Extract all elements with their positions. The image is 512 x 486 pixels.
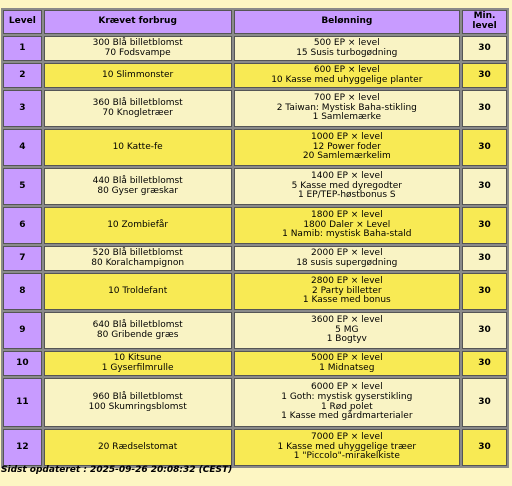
reward-item: 1 Namib: mystisk Baha-stald	[282, 229, 412, 240]
header-required: Krævet forbrug	[44, 10, 232, 34]
header-min-level: Min. level	[462, 10, 507, 34]
cell-reward	[234, 129, 461, 166]
reward-item: 2 Taiwan: Mystisk Baha-stikling	[276, 102, 417, 113]
required-item: 100 Skumringsblomst	[88, 401, 187, 412]
last-updated-text: Sidst opdateret : 2025-09-26 20:08:32 (CEST)	[1, 465, 233, 475]
cell-level: 5	[3, 168, 42, 205]
reward-item: 1 "Piccolo"-mirakelkiste	[293, 451, 400, 462]
cell-required	[44, 168, 232, 205]
reward-item: 1 Samlemærke	[312, 112, 381, 123]
reward-item: 5 MG	[335, 324, 359, 335]
cell-min-level: 30	[462, 90, 507, 127]
cell-required	[44, 273, 232, 310]
reward-item: 700 EP × level	[313, 93, 380, 104]
reward-item: 1000 EP × level	[311, 132, 383, 143]
cell-required	[44, 378, 232, 427]
required-item: 440 Blå billetblomst	[92, 175, 183, 186]
reward-item: 5 Kasse med dyregodter	[291, 180, 402, 191]
cell-min-level: 30	[462, 378, 507, 427]
reward-item: 600 EP × level	[313, 64, 380, 75]
required-item: 70 Knogletræer	[102, 107, 173, 118]
header-level: Level	[3, 10, 42, 34]
cell-required	[44, 63, 232, 88]
reward-item: 7000 EP × level	[311, 432, 383, 443]
reward-item: 1 Rød polet	[320, 401, 373, 412]
reward-item: 3600 EP × level	[311, 315, 383, 326]
cell-level: 7	[3, 246, 42, 271]
table-row	[3, 207, 507, 244]
cell-min-level: 30	[462, 429, 507, 466]
reward-item: 1400 EP × level	[311, 171, 383, 182]
reward-item: 1 Kasse med gårdmarterialer	[281, 411, 413, 422]
required-item: 80 Gribende græs	[96, 329, 179, 340]
cell-level: 6	[3, 207, 42, 244]
cell-min-level: 30	[462, 273, 507, 310]
table-row	[3, 129, 507, 166]
required-item: 80 Gyser græskar	[97, 185, 178, 196]
required-item: 10 Zombiefår	[107, 219, 169, 230]
reward-item: 1800 EP × level	[311, 210, 383, 221]
cell-level: 4	[3, 129, 42, 166]
cell-required	[44, 312, 232, 349]
cell-level: 8	[3, 273, 42, 310]
cell-required	[44, 90, 232, 127]
reward-item: 1 Goth: mystisk gyserstikling	[281, 391, 413, 402]
reward-item: 20 Samlemærkelim	[302, 151, 391, 162]
reward-item: 15 Susis turbogødning	[296, 47, 398, 58]
required-item: 20 Rædselstomat	[97, 441, 178, 452]
table-row	[3, 351, 507, 376]
table-row	[3, 378, 507, 427]
required-item: 960 Blå billetblomst	[92, 391, 183, 402]
required-item: 10 Troldefant	[108, 285, 168, 296]
cell-reward	[234, 90, 461, 127]
header-reward: Belønning	[234, 10, 461, 34]
cell-reward	[234, 63, 461, 88]
reward-item: 2 Party billetter	[312, 285, 382, 296]
cell-reward	[234, 429, 461, 466]
cell-reward	[234, 378, 461, 427]
table-row	[3, 273, 507, 310]
required-item: 360 Blå billetblomst	[92, 97, 183, 108]
cell-min-level: 30	[462, 351, 507, 376]
reward-item: 1 Midnatseg	[319, 362, 375, 373]
cell-reward	[234, 36, 461, 61]
reward-item: 1 Bogtyv	[326, 334, 367, 345]
cell-min-level: 30	[462, 312, 507, 349]
reward-item: 6000 EP × level	[311, 382, 383, 393]
cell-level: 12	[3, 429, 42, 466]
cell-min-level: 30	[462, 207, 507, 244]
reward-item: 500 EP × level	[313, 37, 380, 48]
table-row	[3, 90, 507, 127]
reward-item: 1 Kasse med uhyggelige træer	[277, 441, 417, 452]
reward-item: 18 susis supergødning	[296, 257, 398, 268]
cell-min-level: 30	[462, 36, 507, 61]
reward-item: 1 EP/TEP-høstbonus S	[297, 190, 396, 201]
table-row	[3, 36, 507, 61]
cell-reward	[234, 207, 461, 244]
required-item: 640 Blå billetblomst	[92, 319, 183, 330]
cell-level: 3	[3, 90, 42, 127]
cell-level: 1	[3, 36, 42, 61]
table-row	[3, 63, 507, 88]
cell-reward	[234, 168, 461, 205]
reward-item: 10 Kasse med uhyggelige planter	[271, 74, 423, 85]
required-item: 300 Blå billetblomst	[92, 37, 183, 48]
required-item: 10 Katte-fe	[112, 141, 163, 152]
table-body	[3, 36, 507, 466]
cell-required	[44, 351, 232, 376]
cell-min-level: 30	[462, 63, 507, 88]
required-item: 10 Kitsune	[113, 352, 162, 363]
cell-min-level: 30	[462, 246, 507, 271]
reward-item: 5000 EP × level	[311, 352, 383, 363]
cell-required	[44, 207, 232, 244]
cell-level: 10	[3, 351, 42, 376]
cell-required	[44, 129, 232, 166]
cell-level: 11	[3, 378, 42, 427]
table-row	[3, 246, 507, 271]
cell-level: 9	[3, 312, 42, 349]
cell-reward	[234, 246, 461, 271]
reward-item: 1800 Daler × Level	[303, 219, 391, 230]
quest-table	[1, 8, 509, 468]
table-header-row	[3, 10, 507, 34]
cell-reward	[234, 312, 461, 349]
table-row	[3, 429, 507, 466]
cell-required	[44, 36, 232, 61]
reward-item: 1 Kasse med bonus	[302, 295, 391, 306]
reward-item: 2800 EP × level	[311, 276, 383, 287]
cell-min-level: 30	[462, 129, 507, 166]
cell-level: 2	[3, 63, 42, 88]
required-item: 10 Slimmonster	[102, 69, 174, 80]
reward-item: 2000 EP × level	[311, 247, 383, 258]
table-row	[3, 312, 507, 349]
cell-reward	[234, 273, 461, 310]
cell-required	[44, 246, 232, 271]
required-item: 1 Gyserfilmrulle	[101, 362, 174, 373]
required-item: 70 Fodsvampe	[104, 47, 171, 58]
reward-item: 12 Power foder	[312, 141, 381, 152]
table-row	[3, 168, 507, 205]
required-item: 80 Koralchampignon	[91, 257, 185, 268]
cell-reward	[234, 351, 461, 376]
required-item: 520 Blå billetblomst	[92, 247, 183, 258]
cell-required	[44, 429, 232, 466]
cell-min-level: 30	[462, 168, 507, 205]
